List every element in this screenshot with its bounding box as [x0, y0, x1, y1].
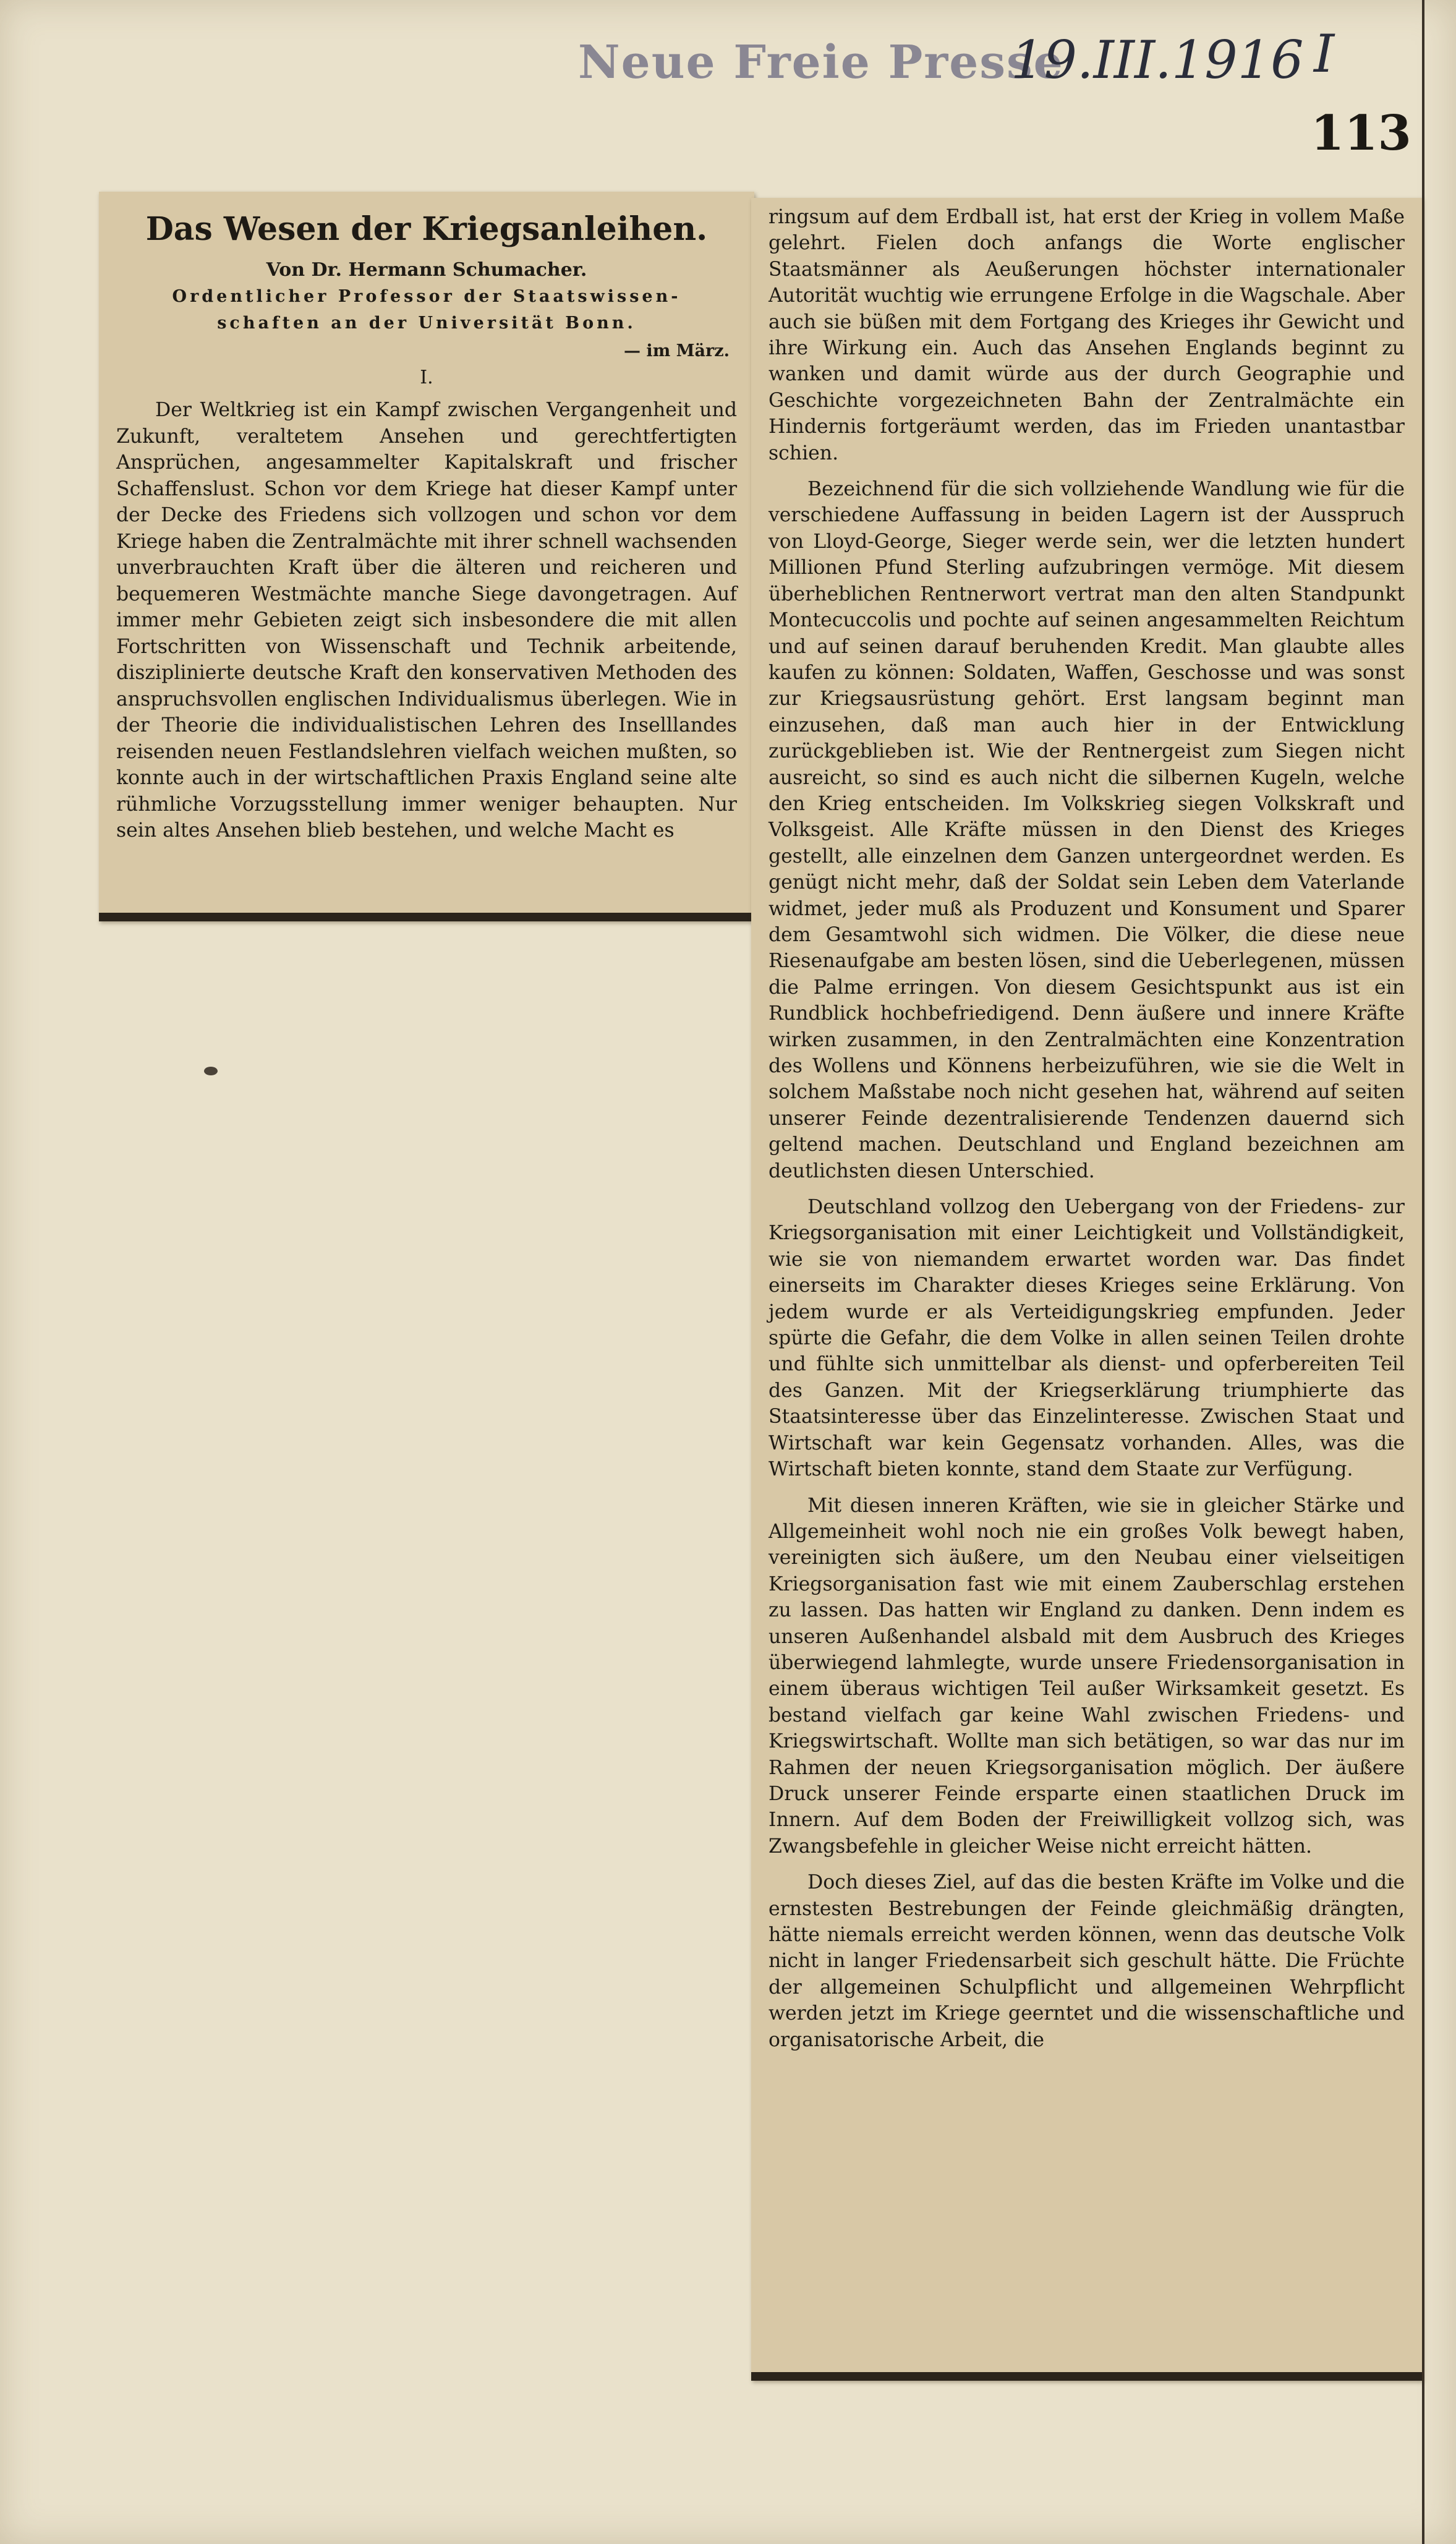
sheet-edge-line — [1422, 0, 1424, 2544]
clipping-left-column — [99, 192, 754, 921]
left-column-text: Der Weltkrieg ist ein Kampf zwischen Vergangenheit und Zukunft, veraltetem Ansehen und gerechtfertigten Ansprüchen, angesammelter Kapitalskraft und frischer Schaffenslust. Schon vor dem Kriege hat dieser Kampf unter der Decke des Friedens sich vollzogen und schon vor dem Kriege haben die Zentralmächte mit ihrer schnell wachsenden unverbrauchten Kraft über die älteren und reicheren und bequemeren Westmächte manche Siege davongetragen. Auf immer mehr Gebieten zeigt sich insbesondere die mit allen Fortschritten von Wissenschaft und Technik arbeitende, disziplinierte deutsche Kraft den konservativen Methoden des anspruchsvollen englischen Individualismus überlegen. Wie in der Theorie die individualistischen Lehren des Inselllandes reisenden neuen Festlandslehren vielfach weichen mußten, so konnte auch in der wirtschaftlichen Praxis England seine alte rühmliche Vorzugsstellung immer weniger behaupten. Nur sein altes Ansehen blieb bestehen, und welche Macht es — [116, 399, 737, 842]
article-title: Das Wesen der Kriegsanleihen. — [145, 210, 708, 248]
clipping-rule — [99, 913, 754, 921]
section-number: I. — [420, 367, 433, 389]
article-author: Von Dr. Hermann Schumacher. — [266, 259, 587, 281]
clipping-rule — [751, 2372, 1422, 2381]
handwritten-mark: I — [1314, 23, 1335, 84]
author-affiliation-line1: Ordentlicher Professor der Staatswissen- — [172, 287, 681, 306]
paper-speck — [204, 1067, 218, 1075]
paragraph: Doch dieses Ziel, auf das die besten Kräfte im Volke und die ernstesten Bestrebungen der Feinde gleichmäßig drängten, hätte niemals erreicht werden können, wenn das deutsche Volk nicht in langer Friedensarbeit sich geschult hätte. Die Früchte der allgemeinen Schulpflicht und allgemeinen Wehrpflicht werden jetzt im Kriege geerntet und die wissenschaftliche und organisatorische Arbeit, die — [768, 1871, 1405, 2051]
page-number: 113 — [1311, 105, 1411, 161]
newspaper-stamp: Neue Freie Presse — [578, 36, 1064, 89]
paragraph: Mit diesen inneren Kräften, wie sie in gleicher Stärke und Allgemeinheit wohl noch nie ein großes Volk bewegt haben, vereinigten sich äußere, um den Neubau einer vielseitigen Kriegsorganisation fast wie mit einem Zauberschlag erstehen zu lassen. Das hatten wir England zu danken. Denn indem es unseren Außenhandel alsbald mit dem Ausbruch des Krieges überwiegend lahmlegte, wurde unsere Friedensorganisation in einem überaus wichtigen Teil außer Wirksamkeit gesetzt. Es bestand vielfach gar keine Wahl zwischen Friedens- und Kriegswirtschaft. Wollte man sich betätigen, so war das nur im Rahmen der neuen Kriegsorganisation möglich. Der äußere Druck unserer Feinde ersparte einen staatlichen Druck im Innern. Auf dem Boden der Freiwilligkeit vollzog sich, was Zwangsbefehle in gleicher Weise nicht erreicht hätten. — [768, 1494, 1405, 1858]
archive-header — [578, 17, 1382, 104]
article-dateline: — im März. — [624, 341, 730, 361]
author-affiliation-line2: schaften an der Universität Bonn. — [217, 314, 636, 333]
paragraph: ringsum auf dem Erdball ist, hat erst der Krieg in vollem Maße gelehrt. Fielen doch anfangs die Worte englischer Staatsmänner als Aeußerungen höchster internationaler Autorität wuchtig wie errungene Erfolge in die Wagschale. Aber auch sie büßen mit dem Fortgang des Krieges ihr Gewicht und ihre Wirkung ein. Auch das Ansehen Englands beginnt zu wanken und damit würde aus der durch Geographie und Geschichte vorgezeichneten Bahn der Zentralmächte ein Hindernis fortgeräumt werden, das im Frieden unantastbar schien. — [768, 206, 1405, 464]
clipping-right-column — [751, 198, 1422, 2381]
paragraph: Deutschland vollzog den Uebergang von der Friedens- zur Kriegsorganisation mit einer Leichtigkeit und Vollständigkeit, wie sie von niemandem erwartet worden war. Das findet einerseits im Charakter dieses Krieges seine Erklärung. Von jedem wurde er als Verteidigungskrieg empfunden. Jeder spürte die Gefahr, die dem Volke in allen seinen Teilen drohte und fühlte sich unmittelbar als dienst- und opferbereiten Teil des Ganzen. Mit der Kriegserklärung triumphierte das Staatsinteresse über das Einzelinteresse. Zwischen Staat und Wirtschaft war kein Gegensatz vorhanden. Alles, was die Wirtschaft bieten konnte, stand dem Staate zur Verfügung. — [768, 1196, 1405, 1481]
handwritten-date: 19.III.1916 — [1011, 30, 1304, 90]
right-column-text — [768, 204, 1405, 2053]
paragraph: Bezeichnend für die sich vollziehende Wandlung wie für die verschiedene Auffassung in beiden Lagern ist der Ausspruch von Lloyd-George, Sieger werde sein, wer die letzten hundert Millionen Pfund Sterling aufzubringen vermöge. Mit diesem überheblichen Rentnerwort vertrat man den alten Standpunkt Montecuccolis und pochte auf seinen angesammelten Reichtum und auf seinen darauf beruhenden Kredit. Man glaubte alles kaufen zu können: Soldaten, Waffen, Geschosse und was sonst zur Kriegsausrüstung gehört. Erst langsam beginnt man einzusehen, daß man auch hier in der Entwicklung zurückgeblieben ist. Wie der Rentnergeist zum Siegen nicht ausreicht, so sind es auch nicht die silbernen Kugeln, welche den Krieg entscheiden. Im Volkskrieg siegen Volkskraft und Volksgeist. Alle Kräfte müssen in den Dienst des Krieges gestellt, alle einzelnen dem Ganzen untergeordnet werden. Es genügt nicht mehr, daß der Soldat sein Leben dem Vaterlande widmet, jeder muß als Produzent und Konsument und Sparer dem Gesamtwohl sich widmen. Die Völker, die diese neue Riesenaufgabe am besten lösen, sind die Ueberlegenen, müssen die Palme erringen. Von diesem Gesichtspunkt aus ist ein Rundblick hochbefriedigend. Denn äußere und innere Kräfte wirken zusammen, in den Zentralmächten eine Konzentration des Wollens und Könnens herbeizuführen, wie sie die Welt in solchem Maßstabe noch nicht gesehen hat, während auf seiten unserer Feinde dezentralisierende Tendenzen dauernd sich geltend machen. Deutschland und England bezeichnen am deutlichsten diesen Unterschied. — [768, 478, 1405, 1182]
